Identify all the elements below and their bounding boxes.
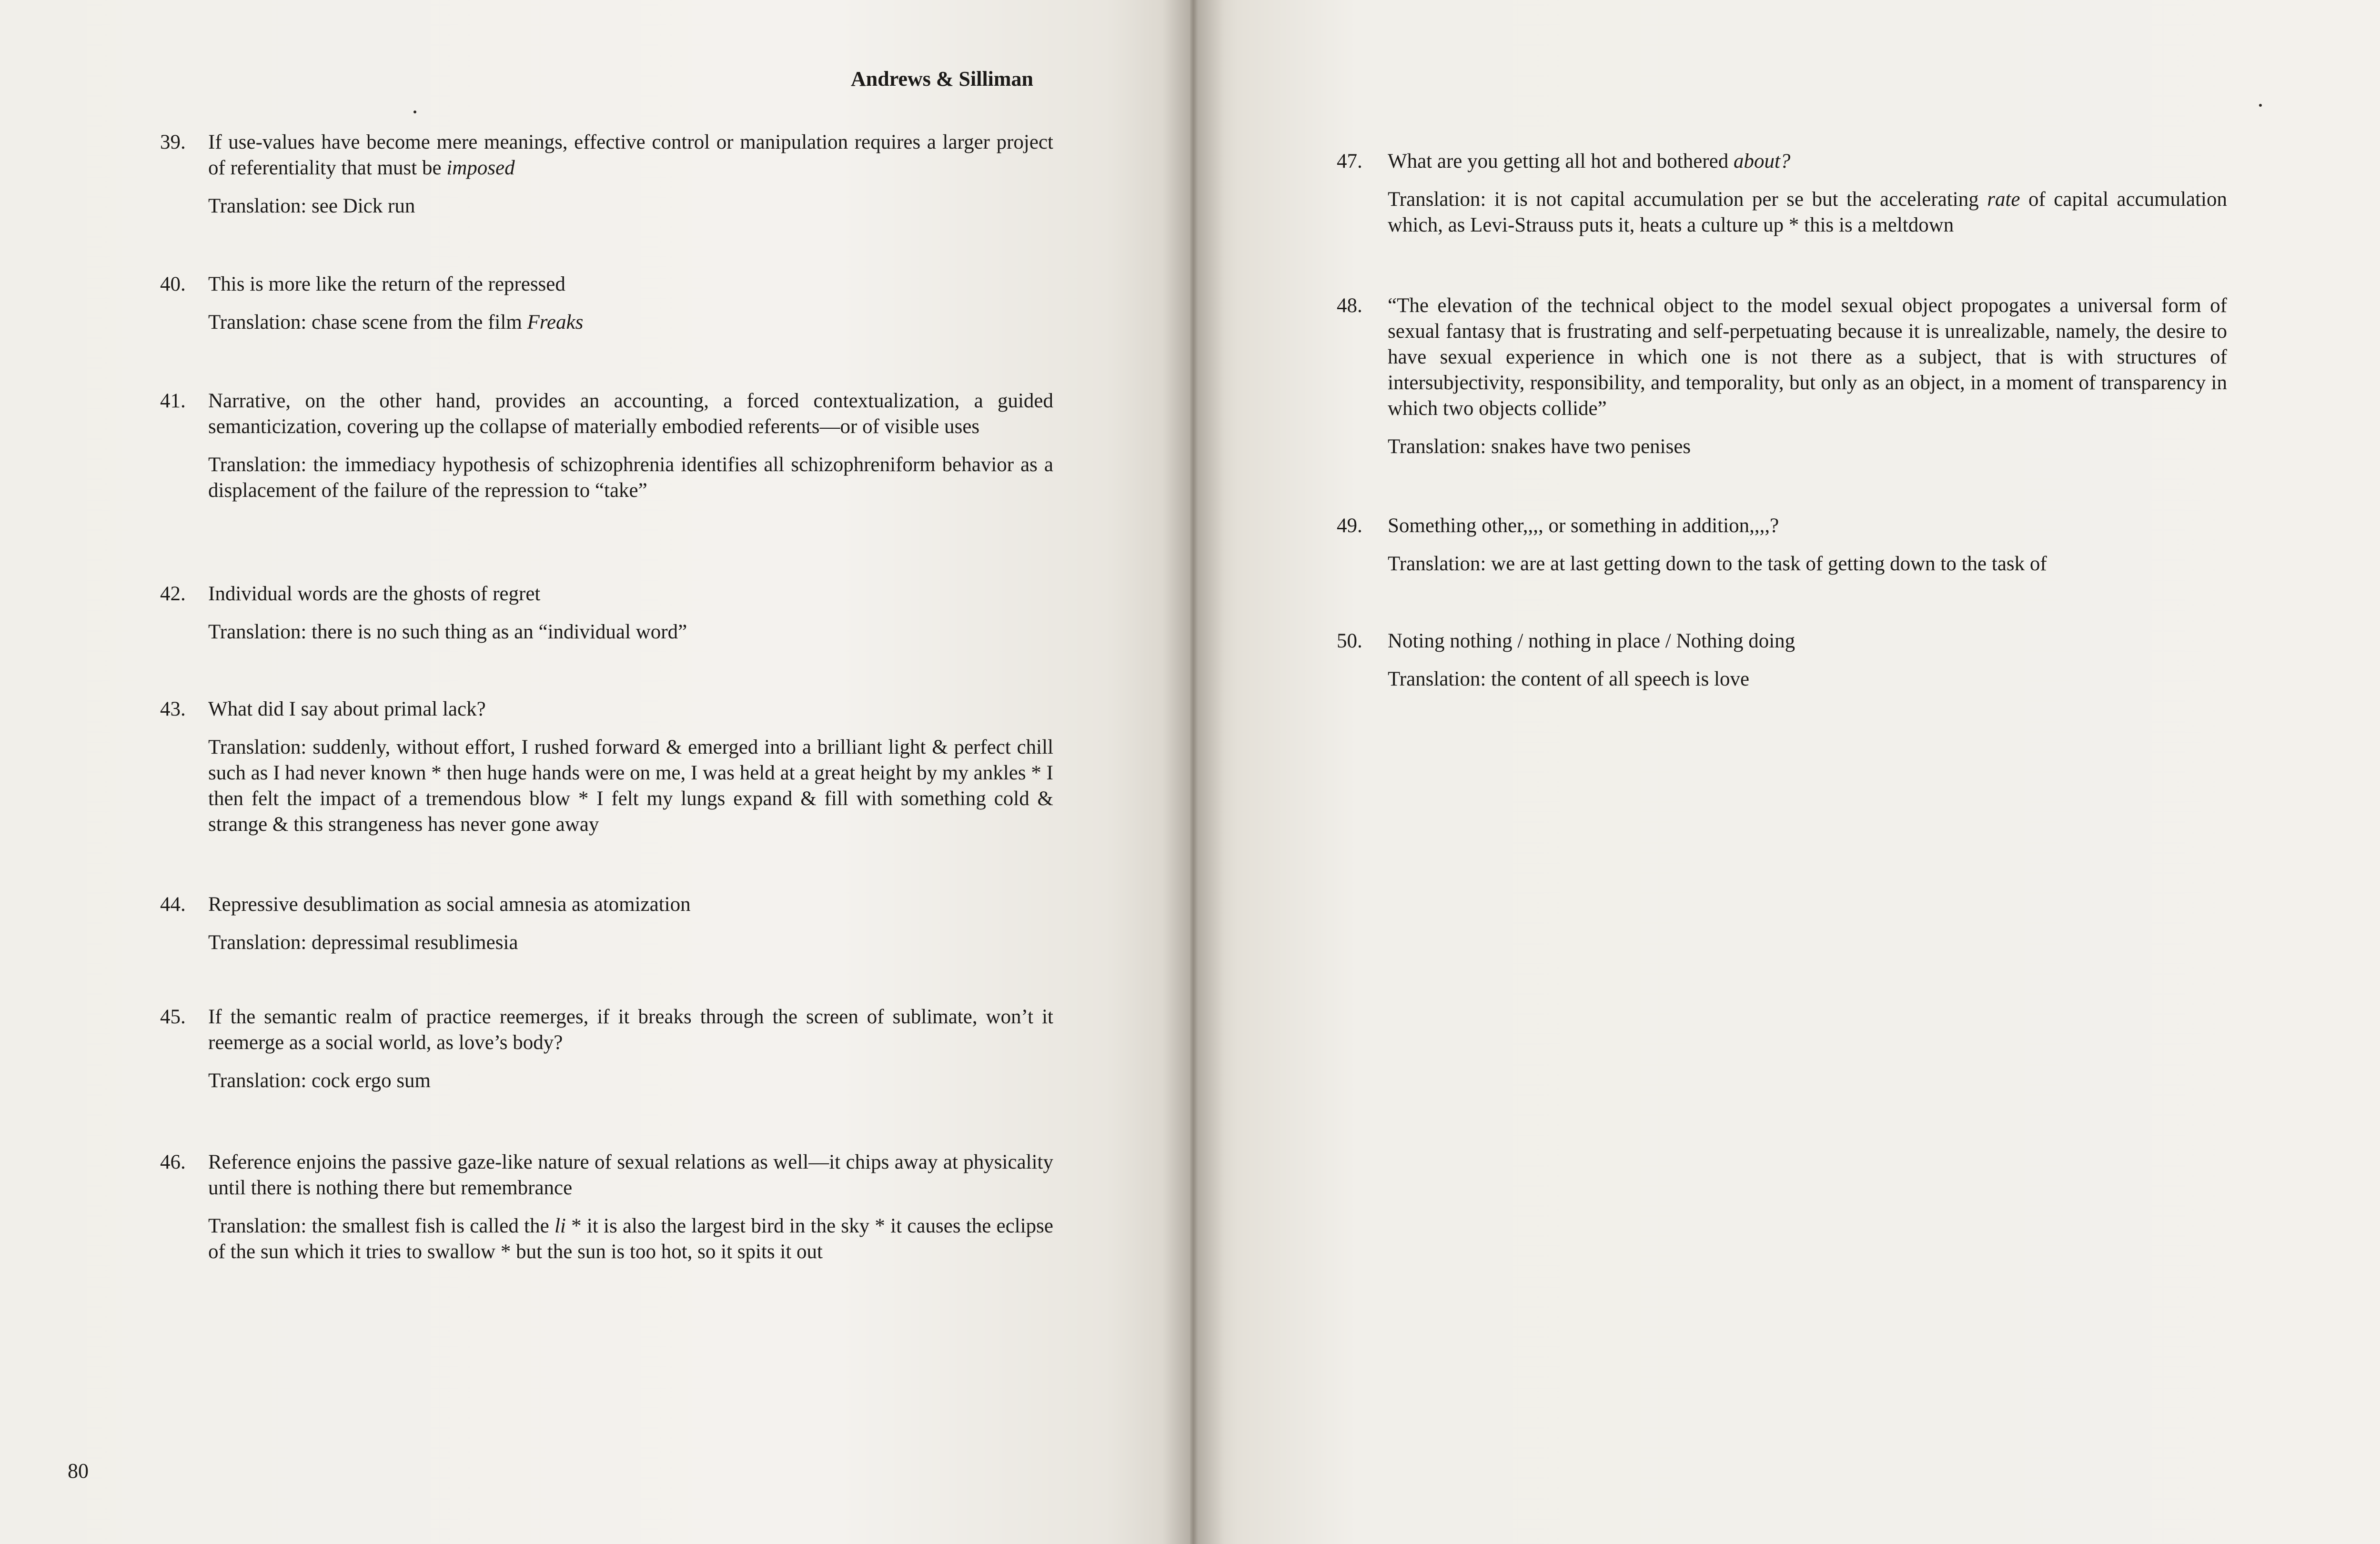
statement-text: Something other,,,, or something in addition,,,,? xyxy=(1388,515,1779,537)
translation-label: Translation: xyxy=(1388,188,1494,211)
page-number-left: 80 xyxy=(68,1459,89,1483)
item-number: 39. xyxy=(160,131,186,153)
item-statement xyxy=(208,892,1053,918)
item-statement xyxy=(1388,513,2227,539)
numbered-item xyxy=(160,581,1053,645)
translation-label: Translation: xyxy=(208,1070,312,1092)
item-translation xyxy=(208,1213,1053,1265)
numbered-item xyxy=(160,1004,1053,1094)
item-body xyxy=(1388,293,2227,460)
translation-text: suddenly, without effort, I rushed forward & emerged into a brilliant light & perfect chill such as I had never known * then huge hands were on me, I was held at a great height by my ankles * I then felt the impact of a tremendous blow * I felt my lungs expand & fill with something cold & strange & this strangeness has never gone away xyxy=(208,736,1054,836)
item-body xyxy=(208,272,1053,335)
item-translation xyxy=(208,735,1053,838)
translation-label: Translation: xyxy=(208,1215,312,1237)
stray-mark xyxy=(2259,104,2262,107)
item-number: 45. xyxy=(160,1006,186,1028)
item-body xyxy=(208,892,1053,956)
translation-label: Translation: xyxy=(208,195,312,217)
numbered-item xyxy=(160,1150,1053,1265)
item-body xyxy=(208,1004,1053,1094)
item-statement xyxy=(208,272,1053,297)
item-number: 49. xyxy=(1337,515,1362,537)
translation-emphasis: rate xyxy=(1987,188,2020,211)
item-number: 46. xyxy=(160,1151,186,1173)
translation-text: cock ergo sum xyxy=(312,1070,431,1092)
item-translation xyxy=(1388,434,2227,460)
translation-label: Translation: xyxy=(1388,553,1492,575)
statement-text: Repressive desublimation as social amnesia as atomization xyxy=(208,893,691,916)
translation-text: see Dick run xyxy=(312,195,415,217)
statement-text: What did I say about primal lack? xyxy=(208,698,486,720)
right-page xyxy=(1190,0,2380,1544)
item-statement xyxy=(1388,628,2227,654)
item-number: 40. xyxy=(160,273,186,295)
item-translation xyxy=(1388,187,2227,238)
translation-text: we are at last getting down to the task of getting down to the task of xyxy=(1491,553,2047,575)
translation-text: the smallest fish is called the xyxy=(312,1215,555,1237)
numbered-item xyxy=(1337,293,2227,460)
item-body xyxy=(1388,149,2227,238)
item-translation xyxy=(208,452,1053,504)
item-number: 44. xyxy=(160,893,186,916)
item-body xyxy=(208,581,1053,645)
item-statement xyxy=(208,696,1053,722)
statement-text: Reference enjoins the passive gaze-like nature of sexual relations as well—it chips away at physicality until there is nothing there but remembrance xyxy=(208,1151,1053,1199)
item-statement xyxy=(1388,293,2227,422)
item-body xyxy=(1388,628,2227,692)
translation-text: depressimal resublimesia xyxy=(312,931,518,954)
item-number: 47. xyxy=(1337,150,1362,172)
statement-emphasis: about? xyxy=(1733,150,1791,172)
item-body xyxy=(1388,513,2227,577)
item-translation xyxy=(1388,551,2227,577)
translation-label: Translation: xyxy=(208,454,313,476)
item-body xyxy=(208,1150,1053,1265)
translation-emphasis: Freaks xyxy=(527,311,584,333)
item-translation xyxy=(208,619,1053,645)
item-statement xyxy=(1388,149,2227,174)
statement-emphasis: imposed xyxy=(446,157,515,179)
translation-label: Translation: xyxy=(208,736,313,758)
translation-label: Translation: xyxy=(1388,435,1492,458)
statement-text: This is more like the return of the repressed xyxy=(208,273,565,295)
statement-text: “The elevation of the technical object to the model sexual object propogates a universal form of sexual fantasy that is frustrating and self-perpetuating because it is unrealizable, namely, the desire to have sexual experience in which one is not there as a subject, that is with structures of intersubjectivity, responsibility, and temporality, but only as an object, in a moment of transparency in which two objects collide” xyxy=(1388,294,2227,420)
statement-text: Noting nothing / nothing in place / Nothing doing xyxy=(1388,630,1795,652)
translation-text-after: * it is also the largest bird in the sky * it causes the eclipse of the sun which it tries to swallow * but the sun is too hot, so it spits it out xyxy=(208,1215,1054,1263)
item-number: 43. xyxy=(160,698,186,720)
translation-text: it is not capital accumulation per se but the accelerating xyxy=(1494,188,1987,211)
statement-text: If the semantic realm of practice reemerges, if it breaks through the screen of sublimate, won’t it reemerge as a social world, as love’s body? xyxy=(208,1006,1053,1054)
item-translation xyxy=(208,930,1053,956)
statement-text: What are you getting all hot and bothered xyxy=(1388,150,1734,172)
numbered-item xyxy=(160,696,1053,838)
numbered-item xyxy=(160,892,1053,956)
item-translation xyxy=(208,310,1053,335)
numbered-item xyxy=(160,272,1053,335)
translation-label: Translation: xyxy=(1388,668,1492,690)
translation-label: Translation: xyxy=(208,621,312,643)
item-number: 50. xyxy=(1337,630,1362,652)
translation-emphasis: li xyxy=(554,1215,566,1237)
translation-text: the content of all speech is love xyxy=(1491,668,1750,690)
item-translation xyxy=(208,193,1053,219)
statement-text: Narrative, on the other hand, provides an accounting, a forced contextualization, a guided semanticization, covering up the collapse of materially embodied referents—or of visible uses xyxy=(208,390,1053,438)
translation-text: the immediacy hypothesis of schizophrenia identifies all schizophreniform behavior as a displacement of the failure of the repression to “take” xyxy=(208,454,1053,502)
item-number: 41. xyxy=(160,390,186,412)
statement-text: Individual words are the ghosts of regret xyxy=(208,583,541,605)
item-translation xyxy=(1388,666,2227,692)
stray-mark xyxy=(413,111,416,113)
statement-text: If use-values have become mere meanings, effective control or manipulation requires a larger project of referentiality that must be xyxy=(208,131,1053,179)
item-number: 48. xyxy=(1337,294,1362,317)
translation-label: Translation: xyxy=(208,311,312,333)
translation-text: there is no such thing as an “individual word” xyxy=(312,621,687,643)
item-statement xyxy=(208,1150,1053,1201)
item-body xyxy=(208,696,1053,838)
translation-label: Translation: xyxy=(208,931,312,954)
running-head-left: Andrews & Silliman xyxy=(851,67,1034,91)
numbered-item xyxy=(1337,628,2227,692)
item-statement xyxy=(208,1004,1053,1056)
item-number: 42. xyxy=(160,583,186,605)
item-statement xyxy=(208,130,1053,181)
translation-text: snakes have two penises xyxy=(1491,435,1691,458)
numbered-item xyxy=(1337,513,2227,577)
item-statement xyxy=(208,581,1053,607)
item-body xyxy=(208,130,1053,219)
item-translation xyxy=(208,1068,1053,1094)
translation-text-after: of capital accumulation which, as Levi-Strauss puts it, heats a culture up * this is a meltdown xyxy=(1388,188,2227,236)
item-statement xyxy=(208,388,1053,440)
item-body xyxy=(208,388,1053,504)
numbered-item xyxy=(160,130,1053,219)
numbered-item xyxy=(160,388,1053,504)
numbered-item xyxy=(1337,149,2227,238)
translation-text: chase scene from the film xyxy=(312,311,527,333)
